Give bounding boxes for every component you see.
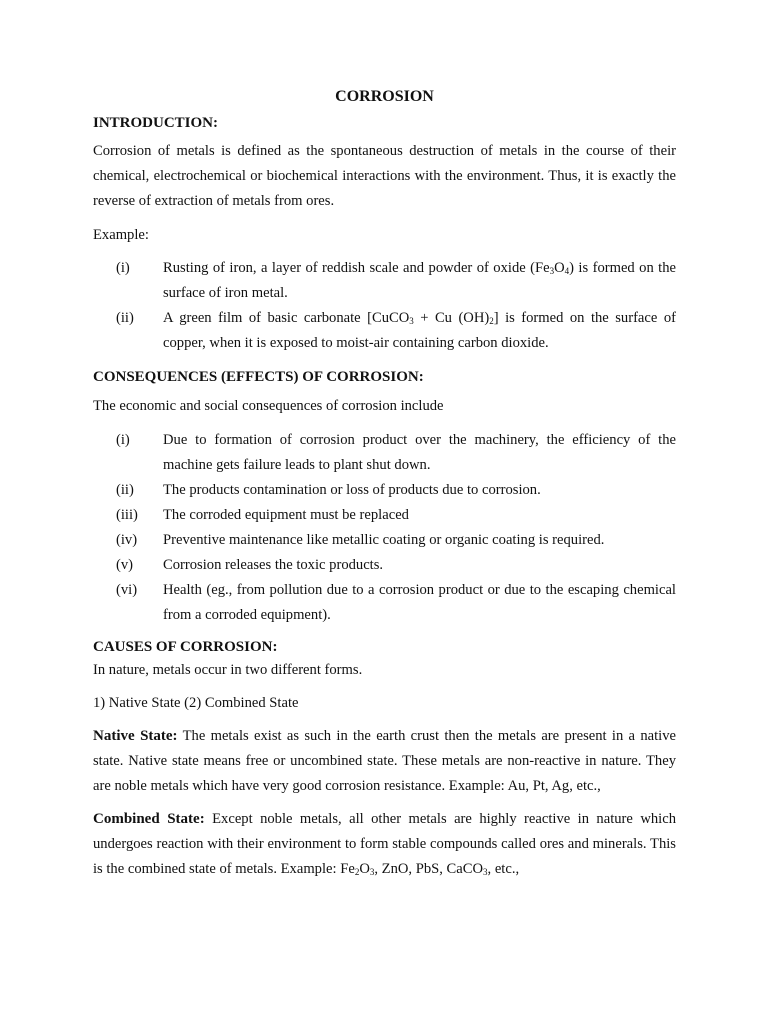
example-label: Example:: [93, 227, 149, 243]
list-item: [93, 553, 676, 578]
example-list: [93, 256, 676, 356]
list-item: [93, 428, 676, 478]
list-item: [93, 578, 676, 628]
list-item-number: (vi): [116, 582, 138, 598]
list-item: [93, 528, 676, 553]
native-state-term: Native State:: [93, 728, 178, 744]
consequences-intro: The economic and social consequences of corrosion include: [93, 398, 444, 414]
list-item: [93, 503, 676, 528]
list-item-number: (ii): [116, 310, 134, 326]
causes-heading: CAUSES OF CORROSION:: [93, 639, 278, 655]
list-item-number: (iv): [116, 532, 138, 548]
list-item: [93, 478, 676, 503]
introduction-heading: INTRODUCTION:: [93, 115, 219, 131]
consequences-heading: CONSEQUENCES (EFFECTS) OF CORROSION:: [93, 369, 424, 385]
page-title: CORROSION: [335, 88, 434, 105]
native-state-text: The metals exist as such in the earth crust then the metals are present in a native state. Native state means free or uncombined state. These metals are non-reactive in nature. They are noble metals which have very good corrosion resistance. Example: Au, Pt, Ag, etc.,: [93, 728, 676, 794]
list-item-number: (iii): [116, 507, 138, 523]
list-item-text: The corroded equipment must be replaced: [163, 507, 409, 523]
list-item-number: (i): [116, 260, 130, 276]
causes-forms: 1) Native State (2) Combined State: [93, 695, 299, 711]
list-item: [93, 256, 676, 306]
list-item-text: Due to formation of corrosion product over the machinery, the efficiency of the machine gets failure leads to plant shut down.: [163, 432, 676, 473]
list-item-text: The products contamination or loss of products due to corrosion.: [163, 482, 541, 498]
list-item-text: Rusting of iron, a layer of reddish scale and powder of oxide $(Fe_3O_4)$ is formed on the surface of iron metal.: [163, 260, 676, 301]
list-item-number: (i): [116, 432, 130, 448]
list-item-text: Health (eg., from pollution due to a corrosion product or due to the escaping chemical from a corroded equipment).: [163, 582, 676, 623]
combined-state-paragraph: Combined State: Except noble metals, all other metals are highly reactive in nature which undergoes reaction with their environment to form stable compounds called ores and minerals. This is the combined state of metals. Example: $Fe_2O_3$, ZnO, PbS, CaCO$_3$, etc.,: [93, 811, 676, 877]
list-item: [93, 306, 676, 356]
native-state-paragraph: [93, 724, 676, 799]
list-item-text: A green film of basic carbonate [CuCO$_3$ + Cu $(OH)_2$] is formed on the surface of copper, when it is exposed to moist-air containing carbon dioxide.: [163, 310, 676, 351]
introduction-paragraph: Corrosion of metals is defined as the spontaneous destruction of metals in the course of their chemical, electrochemical or biochemical interactions with the environment. Thus, it is exactly the reverse of extraction of metals from ores.: [93, 143, 676, 209]
list-item-text: Preventive maintenance like metallic coating or organic coating is required.: [163, 532, 605, 548]
causes-intro: In nature, metals occur in two different forms.: [93, 662, 363, 678]
combined-state-term: Combined State:: [93, 811, 205, 827]
list-item-number: (ii): [116, 482, 134, 498]
consequences-list: [93, 428, 676, 628]
document-page: [93, 86, 676, 882]
list-item-text: Corrosion releases the toxic products.: [163, 557, 384, 573]
list-item-number: (v): [116, 557, 134, 573]
